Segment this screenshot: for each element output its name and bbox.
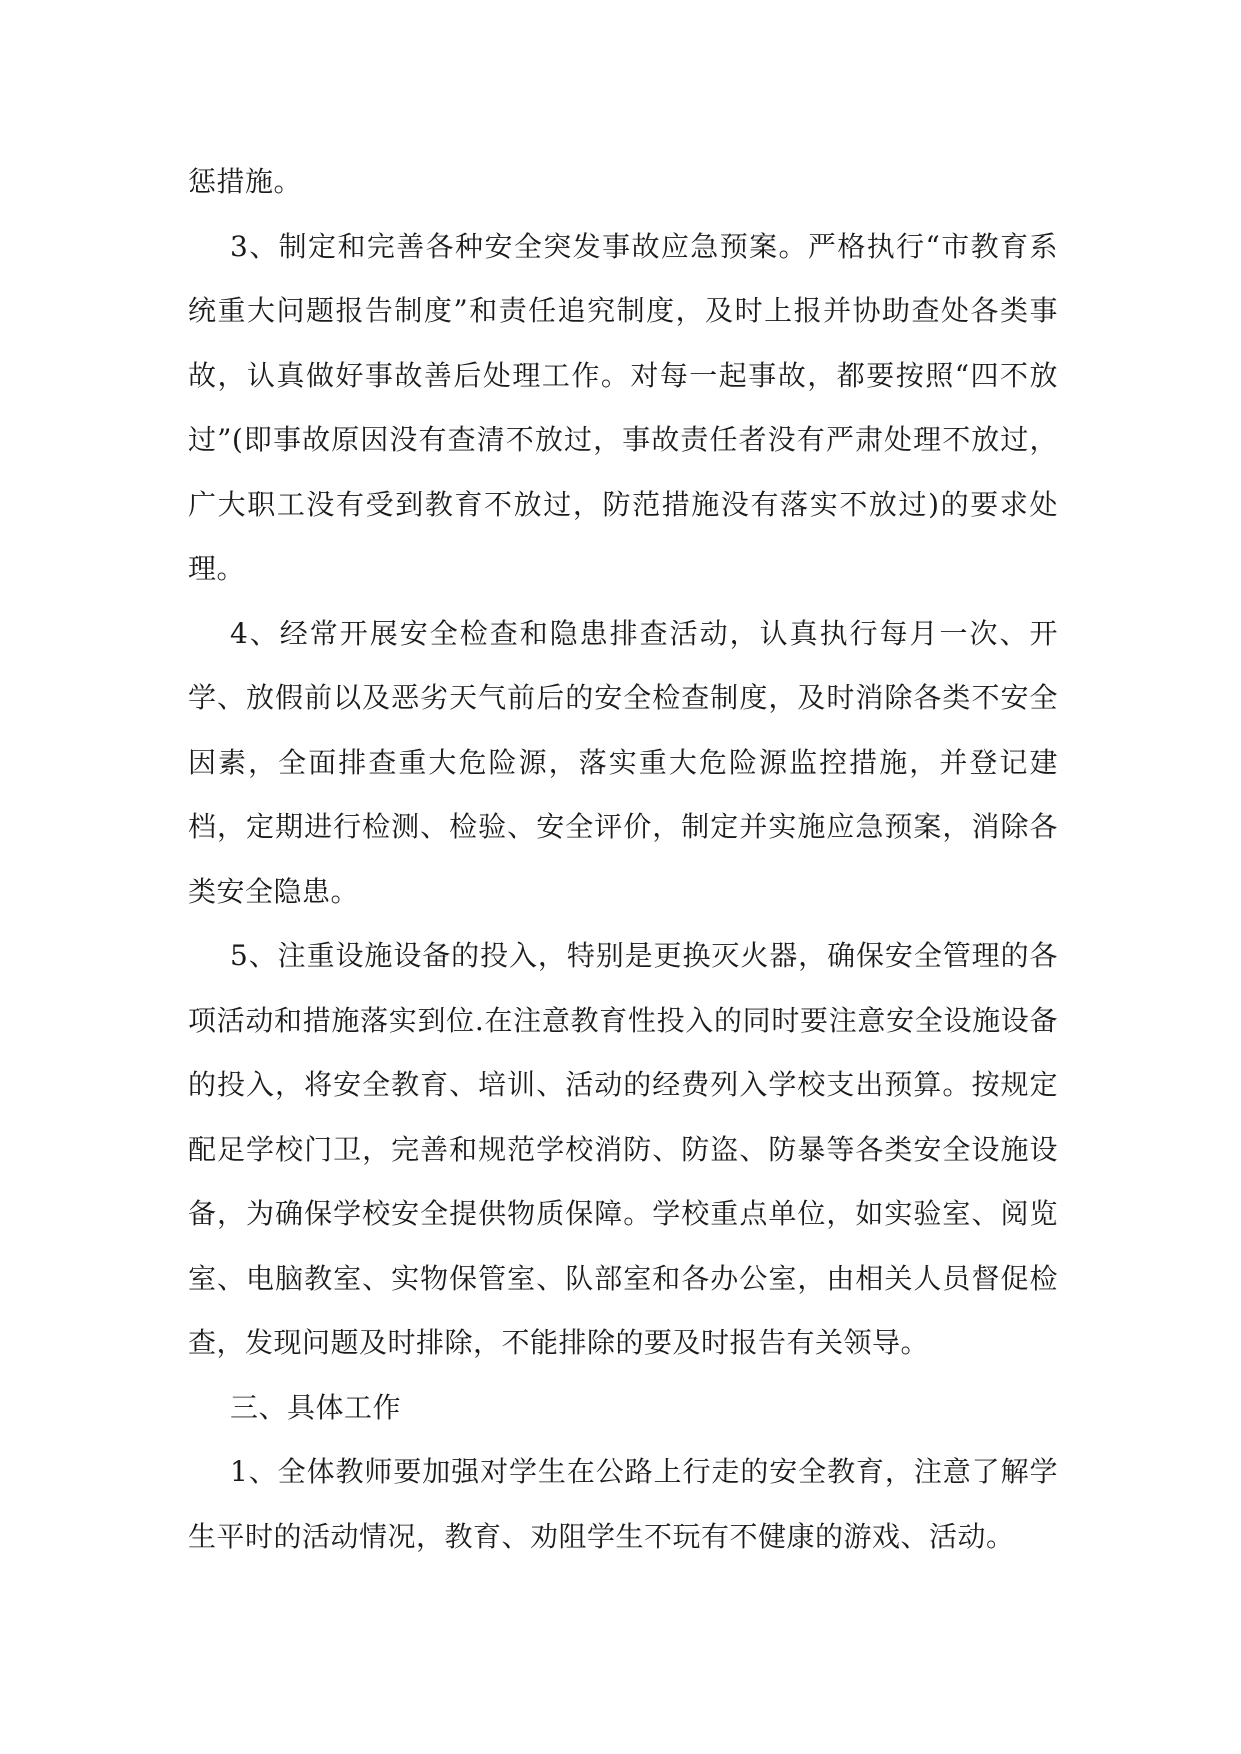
section-heading: 三、具体工作 <box>230 1390 402 1424</box>
paragraph-work-item-1: 1、全体教师要加强对学生在公路上行走的安全教育，注意了解学生平时的活动情况，教育、劝阻学生不玩有不健康的游戏、活动。 <box>188 1455 1058 1553</box>
paragraph-item-5: 5、注重设施设备的投入，特别是更换灭火器，确保安全管理的各项活动和措施落实到位.在注意教育性投入的同时要注意安全设施设备的投入，将安全教育、培训、活动的经费列入学校支出预算。按规定配足学校门卫，完善和规范学校消防、防盗、防暴等各类安全设施设备，为确保学校安全提供物质保障。学校重点单位，如实验室、阅览室、电脑教室、实物保管室、队部室和各办公室，由相关人员督促检查，发现问题及时排除，不能排除的要及时报告有关领导。 <box>188 939 1058 1359</box>
paragraph-item-3: 3、制定和完善各种安全突发事故应急预案。严格执行“市教育系统重大问题报告制度”和责任追究制度，及时上报并协助查处各类事故，认真做好事故善后处理工作。对每一起事故，都要按照“四不放过”(即事故原因没有查清不放过，事故责任者没有严肃处理不放过，广大职工没有受到教育不放过，防范措施没有落实不放过)的要求处理。 <box>188 229 1058 585</box>
paragraph-continuation: 惩措施。 <box>188 165 303 198</box>
document-body <box>188 150 1058 1569</box>
paragraph-item-4: 4、经常开展安全检查和隐患排查活动，认真执行每月一次、开学、放假前以及恶劣天气前后的安全检查制度，及时消除各类不安全因素，全面排查重大危险源，落实重大危险源监控措施，并登记建档，定期进行检测、检验、安全评价，制定并实施应急预案，消除各类安全隐患。 <box>188 616 1058 908</box>
